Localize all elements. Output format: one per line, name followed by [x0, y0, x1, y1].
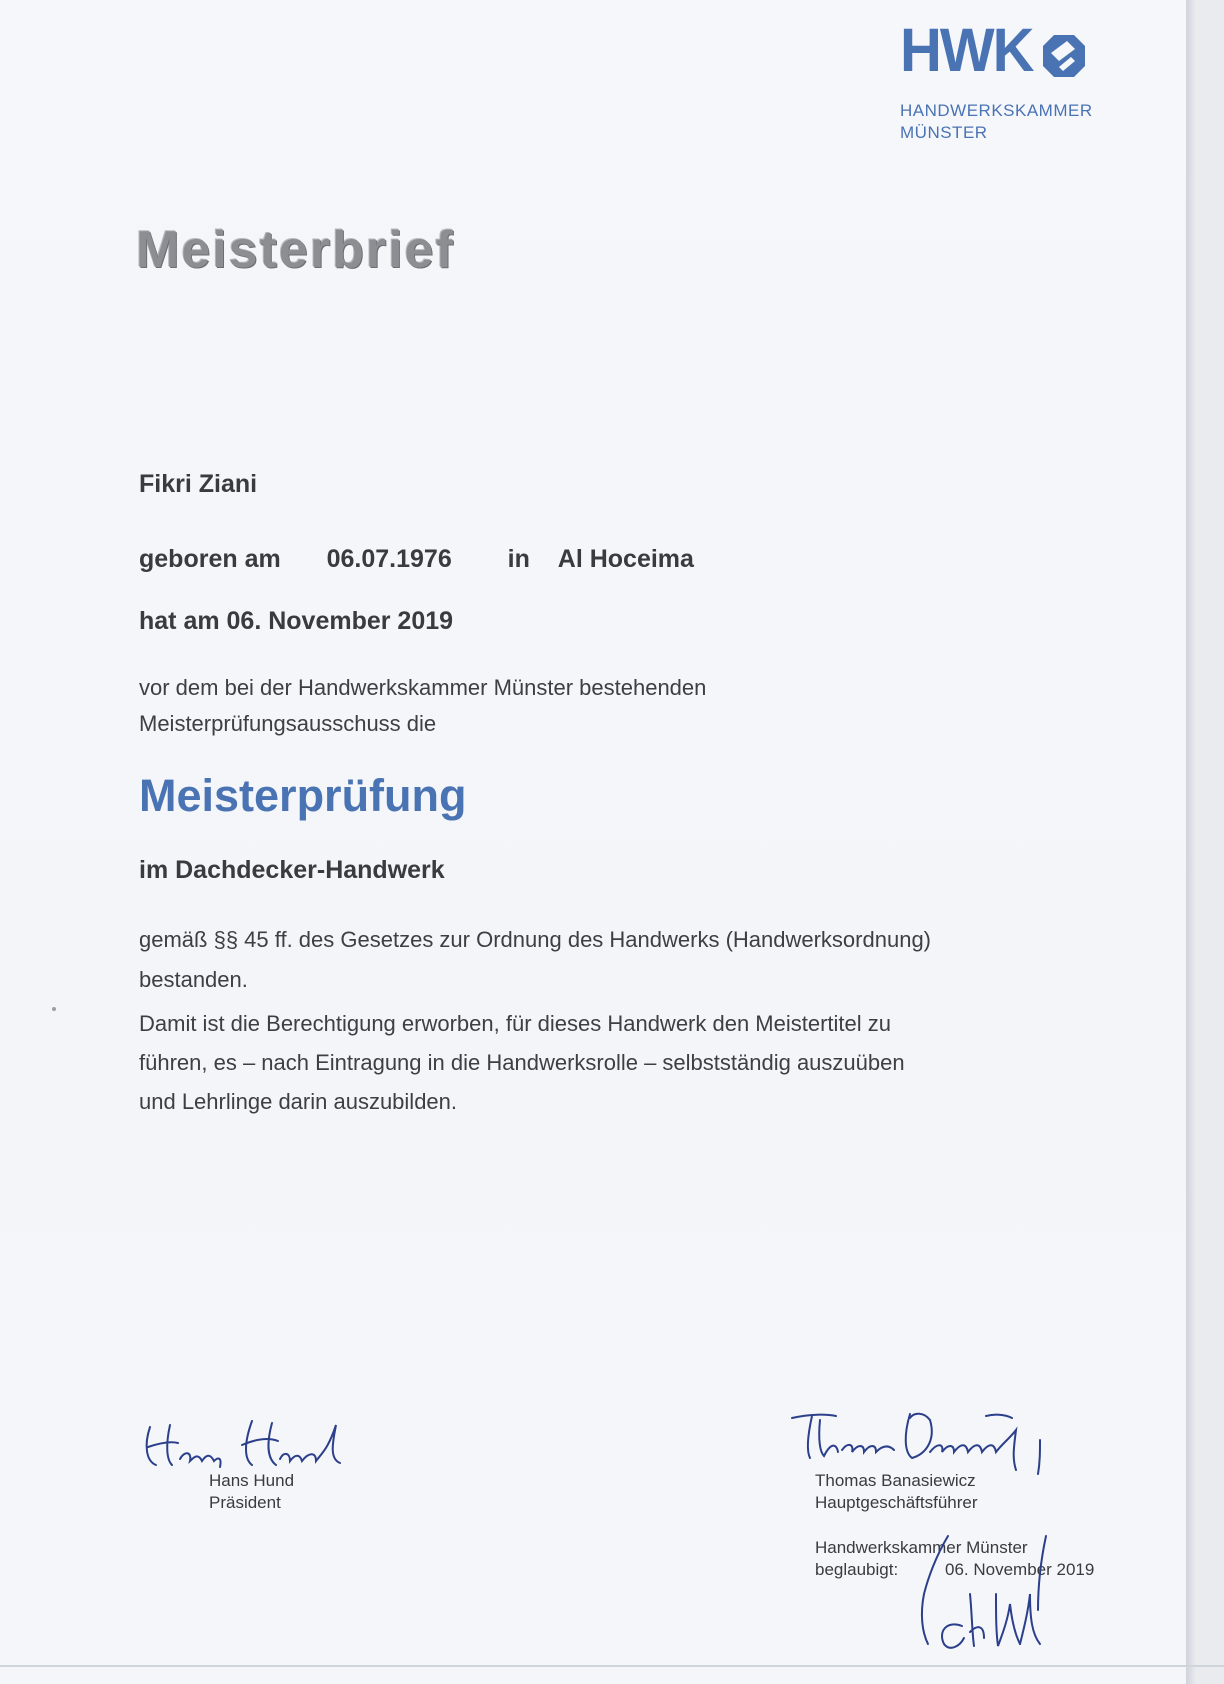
certification-date: 06. November 2019: [945, 1560, 1095, 1579]
birth-place: Al Hoceima: [557, 545, 694, 573]
paper-speck: [52, 1007, 56, 1011]
logo-name-line2: MÜNSTER: [900, 123, 988, 142]
rights-paragraph: [139, 1004, 1079, 1121]
exam-date-line: hat am 06. November 2019: [139, 607, 454, 635]
hwk-logo: [900, 16, 1120, 150]
birth-date: 06.07.1976: [326, 545, 452, 573]
signatory-left-name: Hans Hund: [209, 1471, 295, 1490]
recipient-name: Fikri Ziani: [139, 470, 258, 498]
trade-line: im Dachdecker-Handwerk: [139, 856, 445, 884]
law-paragraph: [139, 920, 1079, 1000]
signatory-left: [209, 1470, 294, 1514]
certification-issuer: Handwerkskammer Münster: [815, 1538, 1028, 1557]
law-line2: bestanden.: [139, 967, 248, 992]
signatory-right: [815, 1470, 978, 1514]
exam-title: Meisterprüfung: [139, 770, 467, 821]
hwk-badge-icon: [1041, 33, 1087, 79]
signatory-right-role: Hauptgeschäftsführer: [815, 1493, 978, 1512]
document-title: Meisterbrief: [136, 221, 455, 279]
rights-line2: führen, es – nach Eintragung in die Handwerksrolle – selbstständig auszuüben: [139, 1050, 905, 1075]
rights-line1: Damit ist die Berechtigung erworben, für dieses Handwerk den Meistertitel zu: [139, 1011, 892, 1036]
rights-line3: und Lehrlinge darin auszubilden.: [139, 1089, 458, 1114]
hwk-logo-letters: HWK: [900, 16, 1033, 85]
birth-in-label: in: [507, 545, 530, 573]
signatory-left-role: Präsident: [209, 1493, 281, 1512]
certification-signature: [900, 1534, 1100, 1654]
committee-line2: Meisterprüfungsausschuss die: [139, 711, 437, 736]
signature-hans-hund: [140, 1415, 380, 1477]
law-line1: gemäß §§ 45 ff. des Gesetzes zur Ordnung des Handwerks (Handwerksordnung): [139, 927, 931, 952]
certification-label: beglaubigt:: [815, 1560, 899, 1579]
birth-line: [139, 545, 694, 574]
hwk-logo-name: [900, 100, 1093, 144]
logo-name-line1: HANDWERKSKAMMER: [900, 101, 1093, 120]
scan-edge: [1186, 0, 1196, 1684]
born-label: geboren am: [139, 545, 281, 573]
signatory-right-name: Thomas Banasiewicz: [815, 1471, 976, 1490]
scan-bottom-edge: [0, 1665, 1224, 1667]
committee-line1: vor dem bei der Handwerkskammer Münster bestehenden: [139, 675, 707, 700]
committee-paragraph: [139, 670, 1039, 742]
signature-thomas-banasiewicz: [790, 1400, 1060, 1480]
hwk-logo-mark: [900, 16, 1087, 85]
